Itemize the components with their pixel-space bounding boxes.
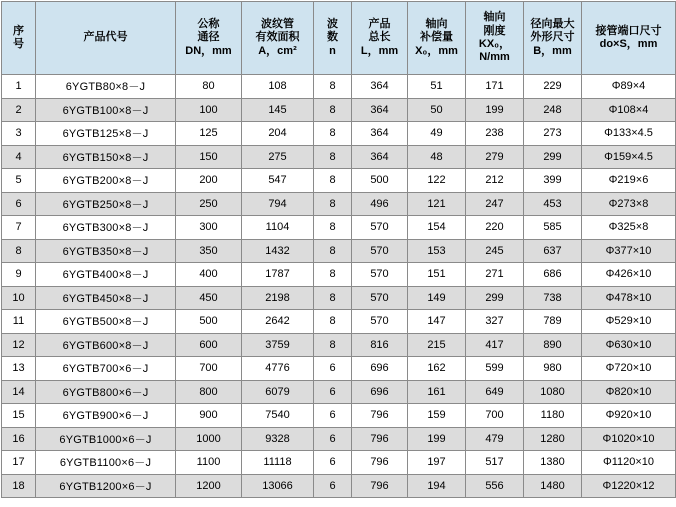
table-row xyxy=(2,357,676,381)
cell-effective-area: 11118 xyxy=(242,451,314,475)
cell-axial-compensation: 154 xyxy=(408,216,466,240)
cell-effective-area: 7540 xyxy=(242,404,314,428)
header-line: X₀，mm xyxy=(415,44,458,57)
cell-product-code: 6YGTB150×8－J xyxy=(36,145,176,169)
cell-wave-count: 8 xyxy=(314,286,352,310)
cell-total-length: 796 xyxy=(352,404,408,428)
cell-port-size: Φ133×4.5 xyxy=(582,122,676,146)
cell-effective-area: 6079 xyxy=(242,380,314,404)
cell-effective-area: 1104 xyxy=(242,216,314,240)
cell-total-length: 364 xyxy=(352,98,408,122)
cell-max-outer-dimension: 248 xyxy=(524,98,582,122)
cell-index: 14 xyxy=(2,380,36,404)
cell-axial-stiffness: 199 xyxy=(466,98,524,122)
cell-wave-count: 6 xyxy=(314,404,352,428)
header-line: 波纹管 xyxy=(261,17,294,30)
header-line: 径向最大 xyxy=(530,17,575,30)
table-row xyxy=(2,286,676,310)
cell-max-outer-dimension: 1480 xyxy=(524,474,582,498)
cell-nominal-diameter: 80 xyxy=(176,75,242,99)
cell-axial-compensation: 122 xyxy=(408,169,466,193)
cell-product-code: 6YGTB100×8－J xyxy=(36,98,176,122)
header-line: A，cm² xyxy=(258,44,297,57)
cell-nominal-diameter: 100 xyxy=(176,98,242,122)
header-line: 轴向 xyxy=(483,11,506,24)
cell-wave-count: 8 xyxy=(314,122,352,146)
table-row xyxy=(2,239,676,263)
cell-product-code: 6YGTB1200×6－J xyxy=(36,474,176,498)
cell-product-code: 6YGTB800×6－J xyxy=(36,380,176,404)
cell-total-length: 816 xyxy=(352,333,408,357)
cell-axial-stiffness: 238 xyxy=(466,122,524,146)
cell-port-size: Φ630×10 xyxy=(582,333,676,357)
cell-axial-stiffness: 700 xyxy=(466,404,524,428)
cell-index: 5 xyxy=(2,169,36,193)
cell-nominal-diameter: 250 xyxy=(176,192,242,216)
cell-total-length: 496 xyxy=(352,192,408,216)
cell-total-length: 364 xyxy=(352,122,408,146)
cell-total-length: 570 xyxy=(352,310,408,334)
header-line: KX₀， xyxy=(478,38,511,50)
table-row xyxy=(2,216,676,240)
header-line: 公称 xyxy=(197,17,220,30)
cell-wave-count: 6 xyxy=(314,357,352,381)
cell-index: 2 xyxy=(2,98,36,122)
table-body xyxy=(2,75,676,498)
cell-nominal-diameter: 450 xyxy=(176,286,242,310)
cell-effective-area: 4776 xyxy=(242,357,314,381)
cell-effective-area: 547 xyxy=(242,169,314,193)
cell-nominal-diameter: 400 xyxy=(176,263,242,287)
cell-product-code: 6YGTB300×8－J xyxy=(36,216,176,240)
table-row xyxy=(2,192,676,216)
cell-product-code: 6YGTB500×8－J xyxy=(36,310,176,334)
cell-index: 7 xyxy=(2,216,36,240)
cell-axial-stiffness: 279 xyxy=(466,145,524,169)
header-cell-port-size xyxy=(582,2,676,75)
cell-index: 6 xyxy=(2,192,36,216)
header-line: do×S，mm xyxy=(599,38,658,50)
table-row xyxy=(2,145,676,169)
cell-index: 10 xyxy=(2,286,36,310)
cell-max-outer-dimension: 229 xyxy=(524,75,582,99)
cell-effective-area: 2198 xyxy=(242,286,314,310)
cell-port-size: Φ720×10 xyxy=(582,357,676,381)
cell-axial-stiffness: 649 xyxy=(466,380,524,404)
header-cell-nominal-diameter xyxy=(176,2,242,75)
cell-axial-compensation: 49 xyxy=(408,122,466,146)
cell-axial-compensation: 215 xyxy=(408,333,466,357)
header-cell-index xyxy=(2,2,36,75)
cell-wave-count: 8 xyxy=(314,192,352,216)
cell-total-length: 796 xyxy=(352,427,408,451)
cell-index: 9 xyxy=(2,263,36,287)
header-line: 轴向 xyxy=(425,17,448,30)
cell-axial-compensation: 153 xyxy=(408,239,466,263)
cell-wave-count: 6 xyxy=(314,451,352,475)
header-line: 刚度 xyxy=(483,24,506,37)
cell-max-outer-dimension: 273 xyxy=(524,122,582,146)
header-line: 产品代号 xyxy=(83,31,128,44)
header-cell-axial-stiffness xyxy=(466,2,524,75)
cell-index: 13 xyxy=(2,357,36,381)
cell-axial-compensation: 159 xyxy=(408,404,466,428)
cell-wave-count: 8 xyxy=(314,75,352,99)
cell-port-size: Φ529×10 xyxy=(582,310,676,334)
header-line: DN，mm xyxy=(185,44,232,57)
table-row xyxy=(2,98,676,122)
cell-max-outer-dimension: 299 xyxy=(524,145,582,169)
cell-wave-count: 8 xyxy=(314,145,352,169)
header-line: 波 xyxy=(327,17,338,30)
cell-axial-compensation: 149 xyxy=(408,286,466,310)
cell-total-length: 696 xyxy=(352,357,408,381)
cell-total-length: 570 xyxy=(352,239,408,263)
cell-max-outer-dimension: 399 xyxy=(524,169,582,193)
cell-axial-stiffness: 220 xyxy=(466,216,524,240)
cell-max-outer-dimension: 686 xyxy=(524,263,582,287)
cell-total-length: 570 xyxy=(352,286,408,310)
cell-wave-count: 6 xyxy=(314,474,352,498)
cell-total-length: 696 xyxy=(352,380,408,404)
cell-max-outer-dimension: 453 xyxy=(524,192,582,216)
table-row xyxy=(2,75,676,99)
cell-port-size: Φ920×10 xyxy=(582,404,676,428)
cell-port-size: Φ478×10 xyxy=(582,286,676,310)
cell-effective-area: 1432 xyxy=(242,239,314,263)
cell-port-size: Φ1120×10 xyxy=(582,451,676,475)
cell-total-length: 796 xyxy=(352,451,408,475)
cell-effective-area: 2642 xyxy=(242,310,314,334)
header-cell-max-outer-dimension xyxy=(524,2,582,75)
table-row xyxy=(2,380,676,404)
cell-nominal-diameter: 200 xyxy=(176,169,242,193)
cell-nominal-diameter: 1000 xyxy=(176,427,242,451)
cell-axial-stiffness: 327 xyxy=(466,310,524,334)
header-line: 总长 xyxy=(368,31,391,44)
header-line: B，mm xyxy=(533,44,572,57)
cell-nominal-diameter: 1200 xyxy=(176,474,242,498)
cell-product-code: 6YGTB125×8－J xyxy=(36,122,176,146)
cell-axial-stiffness: 517 xyxy=(466,451,524,475)
cell-max-outer-dimension: 1380 xyxy=(524,451,582,475)
cell-axial-compensation: 48 xyxy=(408,145,466,169)
header-line: 序 xyxy=(13,24,24,37)
header-line: L，mm xyxy=(360,44,399,57)
cell-port-size: Φ219×6 xyxy=(582,169,676,193)
header-line: 产品 xyxy=(368,17,391,30)
cell-port-size: Φ325×8 xyxy=(582,216,676,240)
cell-axial-stiffness: 299 xyxy=(466,286,524,310)
cell-axial-stiffness: 556 xyxy=(466,474,524,498)
cell-axial-compensation: 162 xyxy=(408,357,466,381)
cell-effective-area: 275 xyxy=(242,145,314,169)
cell-port-size: Φ377×10 xyxy=(582,239,676,263)
cell-nominal-diameter: 350 xyxy=(176,239,242,263)
header-line: 数 xyxy=(327,31,338,44)
cell-effective-area: 794 xyxy=(242,192,314,216)
table-row xyxy=(2,169,676,193)
cell-wave-count: 6 xyxy=(314,427,352,451)
cell-effective-area: 108 xyxy=(242,75,314,99)
cell-nominal-diameter: 150 xyxy=(176,145,242,169)
header-cell-wave-count xyxy=(314,2,352,75)
cell-effective-area: 145 xyxy=(242,98,314,122)
header-line: 接管端口尺寸 xyxy=(595,24,662,37)
cell-product-code: 6YGTB1000×6－J xyxy=(36,427,176,451)
cell-port-size: Φ89×4 xyxy=(582,75,676,99)
cell-effective-area: 3759 xyxy=(242,333,314,357)
header-line: 号 xyxy=(13,38,24,50)
cell-wave-count: 8 xyxy=(314,310,352,334)
cell-total-length: 500 xyxy=(352,169,408,193)
cell-axial-stiffness: 599 xyxy=(466,357,524,381)
table-row xyxy=(2,404,676,428)
header-line: N/mm xyxy=(479,51,510,64)
cell-nominal-diameter: 800 xyxy=(176,380,242,404)
header-line: n xyxy=(329,44,336,57)
cell-nominal-diameter: 300 xyxy=(176,216,242,240)
cell-axial-stiffness: 417 xyxy=(466,333,524,357)
cell-total-length: 796 xyxy=(352,474,408,498)
header-line: 补偿量 xyxy=(420,31,453,44)
table-row xyxy=(2,474,676,498)
cell-axial-compensation: 50 xyxy=(408,98,466,122)
cell-axial-compensation: 197 xyxy=(408,451,466,475)
spec-table-sheet xyxy=(0,1,676,507)
cell-product-code: 6YGTB900×6－J xyxy=(36,404,176,428)
cell-max-outer-dimension: 1280 xyxy=(524,427,582,451)
cell-index: 16 xyxy=(2,427,36,451)
cell-index: 18 xyxy=(2,474,36,498)
cell-total-length: 364 xyxy=(352,145,408,169)
cell-axial-stiffness: 271 xyxy=(466,263,524,287)
header-line: 外形尺寸 xyxy=(530,31,575,44)
cell-index: 15 xyxy=(2,404,36,428)
table-row xyxy=(2,333,676,357)
cell-product-code: 6YGTB600×8－J xyxy=(36,333,176,357)
cell-wave-count: 8 xyxy=(314,169,352,193)
table-header xyxy=(2,2,676,75)
cell-axial-stiffness: 212 xyxy=(466,169,524,193)
cell-index: 12 xyxy=(2,333,36,357)
table-row xyxy=(2,122,676,146)
cell-port-size: Φ159×4.5 xyxy=(582,145,676,169)
cell-port-size: Φ1220×12 xyxy=(582,474,676,498)
cell-axial-compensation: 121 xyxy=(408,192,466,216)
cell-wave-count: 8 xyxy=(314,216,352,240)
cell-total-length: 364 xyxy=(352,75,408,99)
header-cell-total-length xyxy=(352,2,408,75)
cell-axial-compensation: 161 xyxy=(408,380,466,404)
cell-product-code: 6YGTB250×8－J xyxy=(36,192,176,216)
cell-wave-count: 8 xyxy=(314,98,352,122)
cell-max-outer-dimension: 1180 xyxy=(524,404,582,428)
cell-index: 17 xyxy=(2,451,36,475)
cell-wave-count: 8 xyxy=(314,263,352,287)
cell-product-code: 6YGTB1100×6－J xyxy=(36,451,176,475)
cell-nominal-diameter: 600 xyxy=(176,333,242,357)
cell-nominal-diameter: 500 xyxy=(176,310,242,334)
cell-axial-stiffness: 245 xyxy=(466,239,524,263)
cell-max-outer-dimension: 637 xyxy=(524,239,582,263)
cell-axial-stiffness: 247 xyxy=(466,192,524,216)
cell-axial-stiffness: 171 xyxy=(466,75,524,99)
cell-total-length: 570 xyxy=(352,263,408,287)
cell-product-code: 6YGTB350×8－J xyxy=(36,239,176,263)
cell-product-code: 6YGTB700×6－J xyxy=(36,357,176,381)
header-line: 有效面积 xyxy=(255,31,300,44)
cell-max-outer-dimension: 585 xyxy=(524,216,582,240)
table-row xyxy=(2,263,676,287)
cell-effective-area: 13066 xyxy=(242,474,314,498)
cell-nominal-diameter: 1100 xyxy=(176,451,242,475)
cell-product-code: 6YGTB400×8－J xyxy=(36,263,176,287)
header-row xyxy=(2,2,676,75)
cell-nominal-diameter: 900 xyxy=(176,404,242,428)
header-cell-axial-compensation xyxy=(408,2,466,75)
cell-max-outer-dimension: 1080 xyxy=(524,380,582,404)
cell-axial-compensation: 199 xyxy=(408,427,466,451)
cell-wave-count: 6 xyxy=(314,380,352,404)
cell-product-code: 6YGTB200×8－J xyxy=(36,169,176,193)
cell-max-outer-dimension: 980 xyxy=(524,357,582,381)
cell-max-outer-dimension: 890 xyxy=(524,333,582,357)
cell-port-size: Φ108×4 xyxy=(582,98,676,122)
cell-axial-compensation: 51 xyxy=(408,75,466,99)
cell-total-length: 570 xyxy=(352,216,408,240)
cell-axial-compensation: 194 xyxy=(408,474,466,498)
cell-wave-count: 8 xyxy=(314,239,352,263)
product-spec-table xyxy=(1,1,676,498)
table-row xyxy=(2,451,676,475)
cell-axial-compensation: 151 xyxy=(408,263,466,287)
cell-nominal-diameter: 125 xyxy=(176,122,242,146)
cell-index: 1 xyxy=(2,75,36,99)
cell-product-code: 6YGTB450×8－J xyxy=(36,286,176,310)
header-cell-product-code xyxy=(36,2,176,75)
table-row xyxy=(2,427,676,451)
cell-index: 11 xyxy=(2,310,36,334)
cell-nominal-diameter: 700 xyxy=(176,357,242,381)
cell-index: 8 xyxy=(2,239,36,263)
cell-effective-area: 9328 xyxy=(242,427,314,451)
cell-effective-area: 204 xyxy=(242,122,314,146)
cell-index: 3 xyxy=(2,122,36,146)
cell-axial-compensation: 147 xyxy=(408,310,466,334)
cell-max-outer-dimension: 789 xyxy=(524,310,582,334)
cell-port-size: Φ820×10 xyxy=(582,380,676,404)
header-cell-effective-area xyxy=(242,2,314,75)
cell-max-outer-dimension: 738 xyxy=(524,286,582,310)
header-line: 通径 xyxy=(197,31,220,44)
cell-product-code: 6YGTB80×8－J xyxy=(36,75,176,99)
cell-wave-count: 8 xyxy=(314,333,352,357)
cell-port-size: Φ273×8 xyxy=(582,192,676,216)
cell-port-size: Φ1020×10 xyxy=(582,427,676,451)
cell-effective-area: 1787 xyxy=(242,263,314,287)
cell-port-size: Φ426×10 xyxy=(582,263,676,287)
cell-axial-stiffness: 479 xyxy=(466,427,524,451)
table-row xyxy=(2,310,676,334)
cell-index: 4 xyxy=(2,145,36,169)
